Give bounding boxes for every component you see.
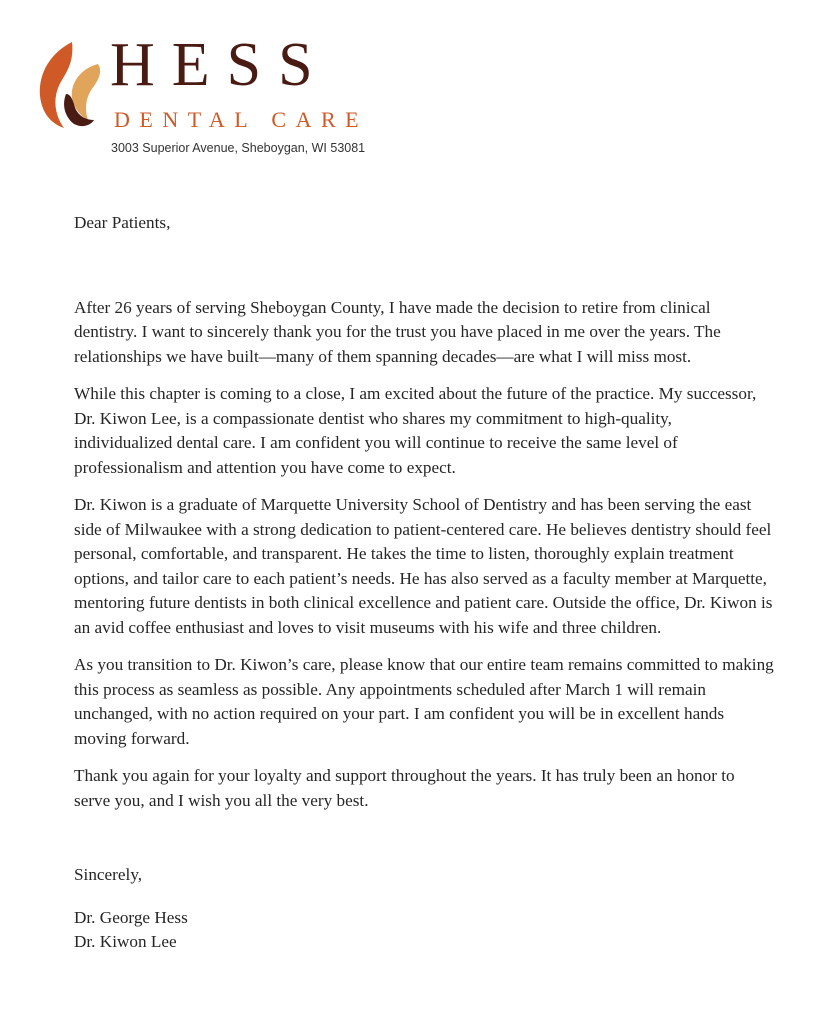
letter-paragraph: While this chapter is coming to a close, I am excited about the future of the practice. My successor, Dr. Kiwon Lee, is a compassionate dentist who shares my commitment to high-quality, individualized dental care. I am confident you will continue to receive the same level of professionalism and attention you have come to expect. [74,384,757,477]
letter-paragraph: Dr. Kiwon is a graduate of Marquette University School of Dentistry and has been serving the east side of Milwaukee with a strong dedication to patient-centered care. He believes dentistry should feel personal, comfortable, and transparent. He takes the time to listen, thoroughly explain treatment options, and tailor care to each patient’s needs. He has also served as a faculty member at Marquette, mentoring future dentists in both clinical excellence and patient care. Outside the office, Dr. Kiwon is an avid coffee enthusiast and loves to visit museums with his wife and three children. [74,495,773,637]
signatory-name: Dr. Kiwon Lee [74,932,177,951]
letter-body [74,211,774,955]
signatory-name: Dr. George Hess [74,907,188,927]
letter-paragraph: After 26 years of serving Sheboygan County, I have made the decision to retire from clinical dentistry. I want to sincerely thank you for the trust you have placed in me over the years. The relationships we have built—many of them spanning decades—are what I will miss most. [74,297,721,366]
brand-subtitle: DENTAL CARE [114,107,369,132]
letter-paragraph: As you transition to Dr. Kiwon’s care, please know that our entire team remains committed to making this process as seamless as possible. Any appointments scheduled after March 1 will remain unchanged, with no action required on your part. I am confident you will be in excellent hands moving forward. [74,655,774,748]
letter-closing: Sincerely, [74,865,143,884]
letter-paragraph: Thank you again for your loyalty and support throughout the years. It has truly been an honor to serve you, and I wish you all the very best. [74,766,735,810]
flame-tooth-logo-icon [32,38,112,130]
brand-name: HESS [110,31,330,99]
letter-greeting: Dear Patients, [74,213,171,232]
practice-address: 3003 Superior Avenue, Sheboygan, WI 53081 [111,141,366,155]
